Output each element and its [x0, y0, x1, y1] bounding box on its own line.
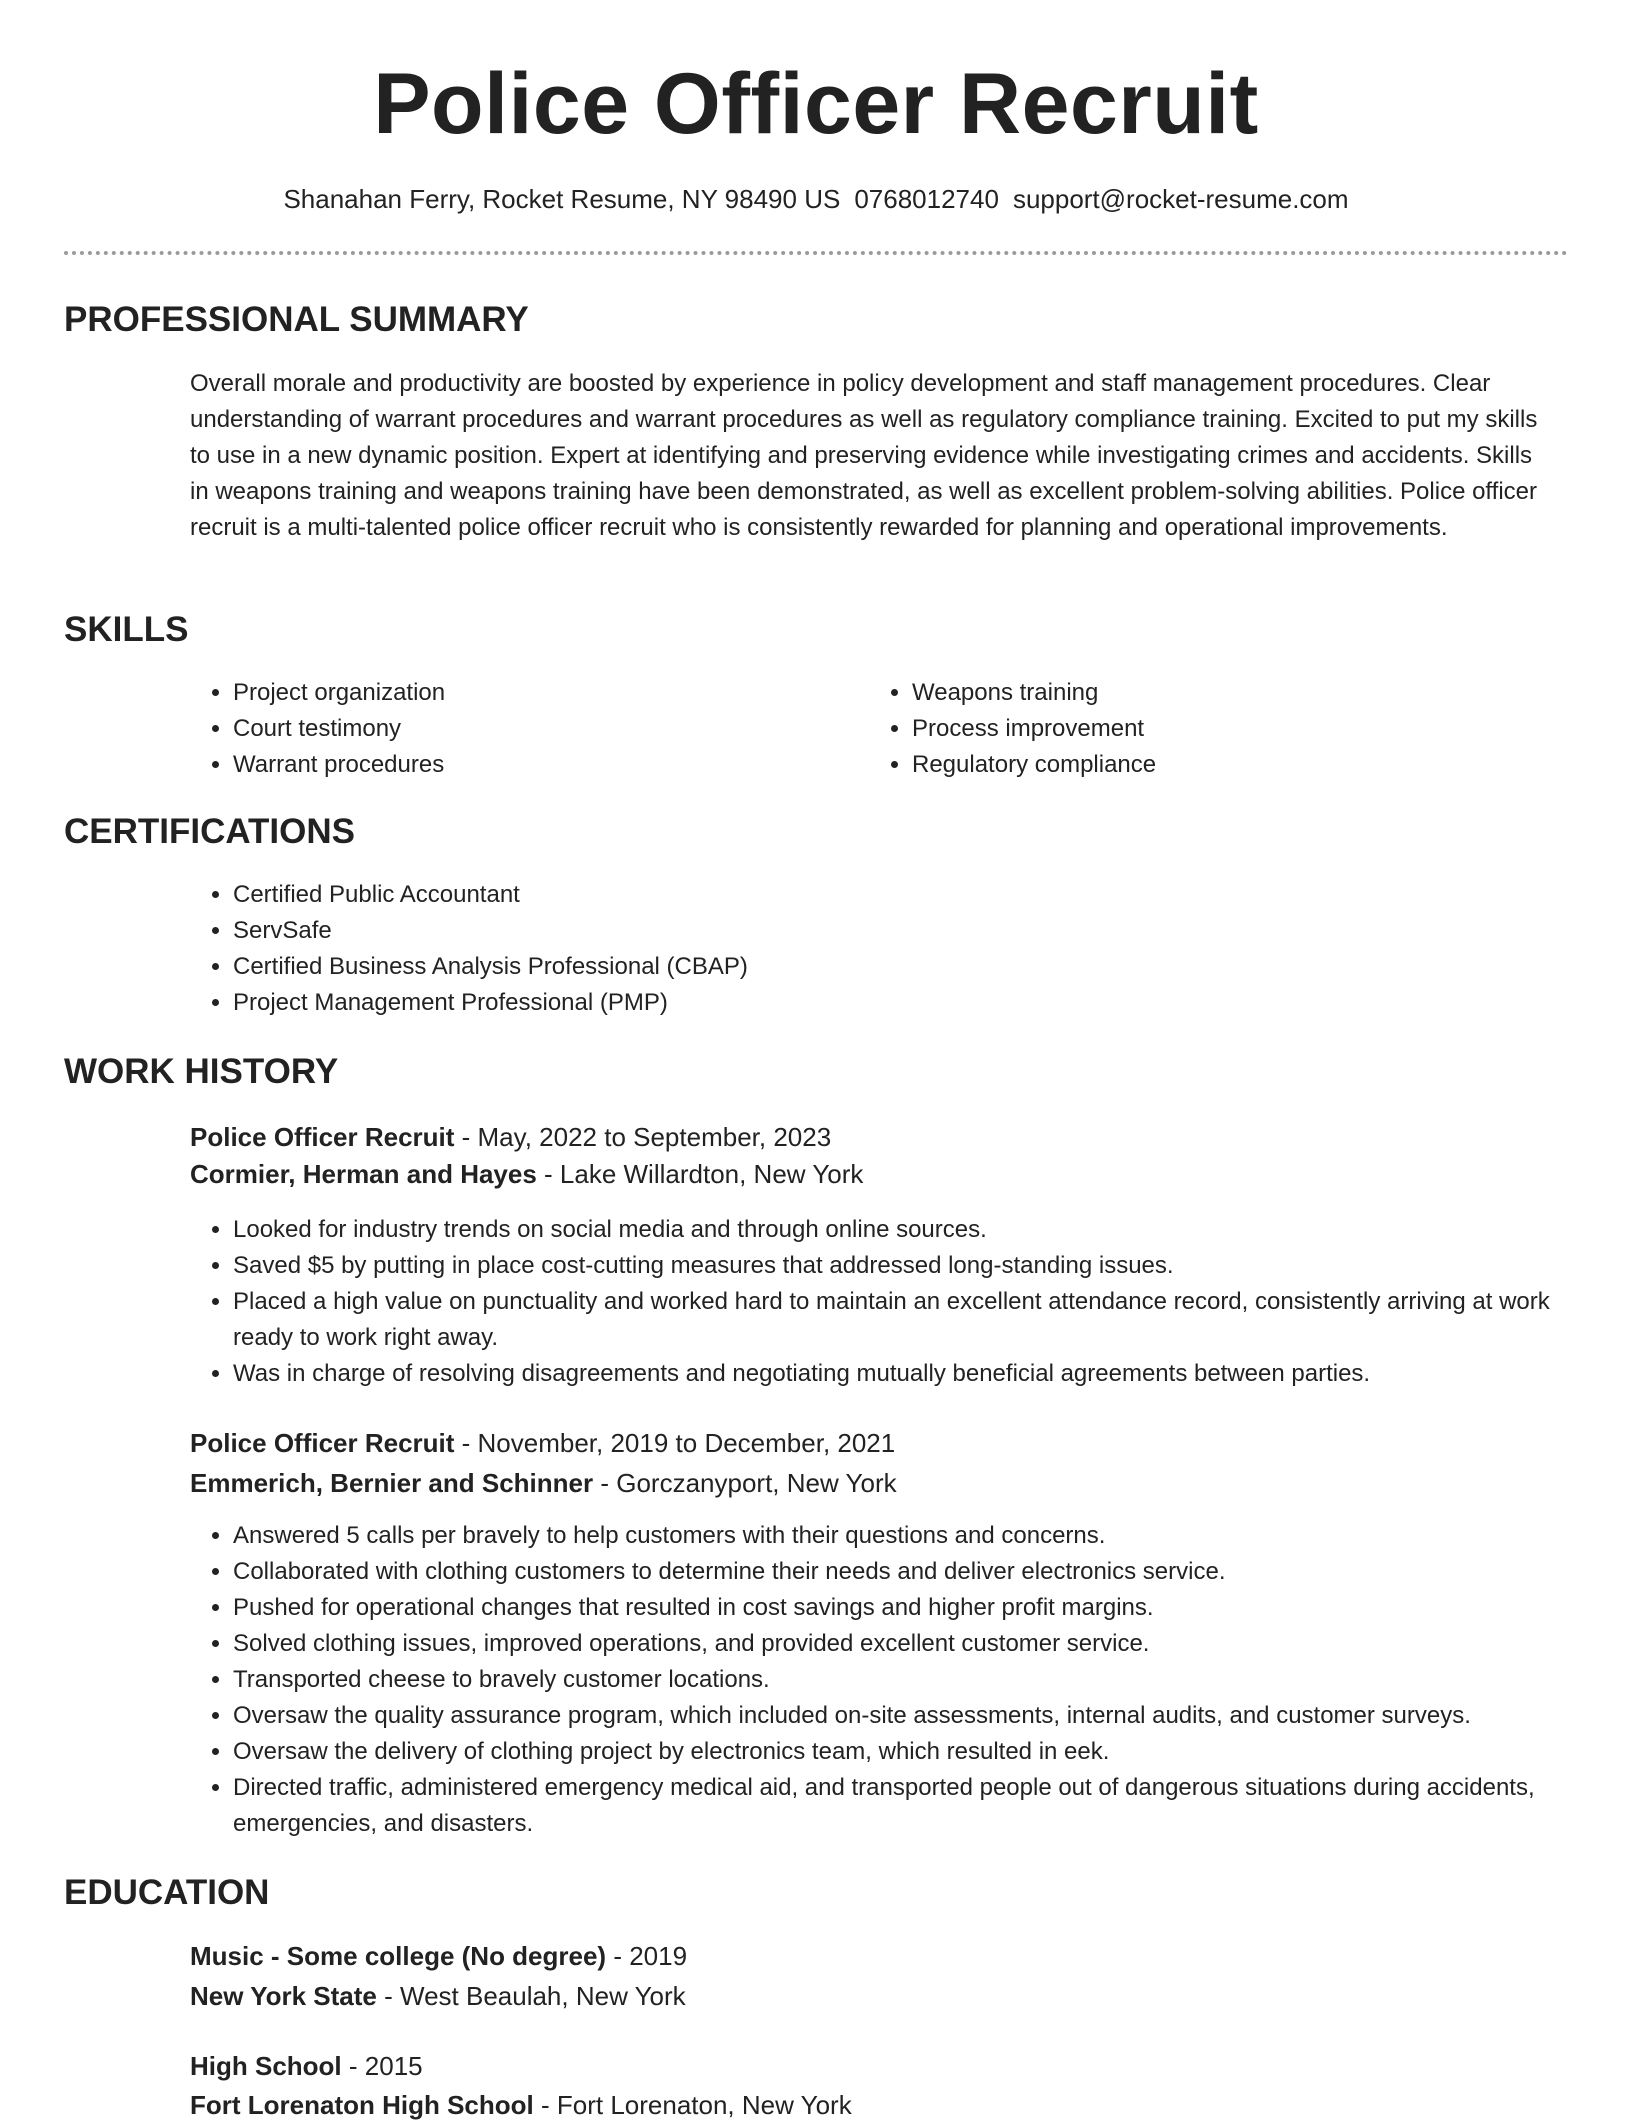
job-bullet: • Directed traffic, administered emergency medical aid, and transported people out of dangerous situations during accidents, emergencies, and disasters.: [233, 1770, 1593, 1842]
job-title-line: [190, 1424, 1550, 1462]
education-degree: High School: [190, 2051, 342, 2081]
certifications-heading: CERTIFICATIONS: [64, 812, 356, 851]
education-location: - West Beaulah, New York: [376, 1981, 686, 2011]
job-bullet: • Looked for industry trends on social media and through online sources.: [233, 1212, 1593, 1248]
job-bullet: • Was in charge of resolving disagreements and negotiating mutually beneficial agreements between parties.: [233, 1356, 1593, 1392]
job-bullet: • Solved clothing issues, improved operations, and provided excellent customer service.: [233, 1626, 1593, 1662]
job-bullet: • Placed a high value on punctuality and worked hard to maintain an excellent attendance record, consistently arriving at work ready to work right away.: [233, 1284, 1593, 1356]
job-title: Police Officer Recruit: [190, 1122, 455, 1152]
job-location: - Lake Willardton, New York: [536, 1159, 864, 1189]
job-bullet: • Collaborated with clothing customers to determine their needs and deliver electronics service.: [233, 1554, 1593, 1590]
job-bullets: [190, 1212, 1593, 1392]
job-bullet: • Pushed for operational changes that resulted in cost savings and higher profit margins.: [233, 1590, 1593, 1626]
job-bullet: • Transported cheese to bravely customer locations.: [233, 1662, 1593, 1698]
job-bullet: • Oversaw the quality assurance program, which included on-site assessments, internal audits, and customer surveys.: [233, 1698, 1593, 1734]
job-dates: - November, 2019 to December, 2021: [454, 1428, 896, 1458]
job-bullet: • Answered 5 calls per bravely to help customers with their questions and concerns.: [233, 1518, 1593, 1554]
contact-line: [0, 182, 1632, 216]
job-bullet: • Saved $5 by putting in place cost-cutting measures that addressed long-standing issues.: [233, 1248, 1593, 1284]
job-company: Emmerich, Bernier and Schinner: [190, 1468, 594, 1498]
contact-email[interactable]: support@rocket-resume.com: [1012, 184, 1349, 214]
header-divider: [64, 251, 1568, 255]
job-bullets: [190, 1518, 1593, 1842]
skill-item: • Regulatory compliance: [912, 747, 1512, 783]
education-heading: EDUCATION: [64, 1873, 270, 1912]
skills-heading: SKILLS: [64, 610, 189, 649]
education-school-line: [190, 2086, 1550, 2124]
certifications-list: [190, 877, 1233, 1021]
skills-list-right: [869, 675, 1512, 783]
education-degree-line: [190, 2047, 1550, 2085]
skill-item: • Project organization: [233, 675, 833, 711]
certification-item: • Certified Business Analysis Professional (CBAP): [233, 949, 1233, 985]
job-bullet: • Oversaw the delivery of clothing project by electronics team, which resulted in eek.: [233, 1734, 1593, 1770]
education-school: Fort Lorenaton High School: [190, 2090, 534, 2120]
education-degree-line: [190, 1937, 1550, 1975]
job-company-line: [190, 1464, 1550, 1502]
education-year: - 2019: [606, 1941, 688, 1971]
education-school: New York State: [190, 1981, 377, 2011]
skill-item: • Court testimony: [233, 711, 833, 747]
skill-item: • Weapons training: [912, 675, 1512, 711]
skill-item: • Warrant procedures: [233, 747, 833, 783]
certification-item: • Certified Public Accountant: [233, 877, 1233, 913]
summary-heading: PROFESSIONAL SUMMARY: [64, 300, 529, 339]
education-year: - 2015: [341, 2051, 423, 2081]
contact-phone: 0768012740: [854, 184, 999, 214]
education-location: - Fort Lorenaton, New York: [533, 2090, 852, 2120]
job-company: Cormier, Herman and Hayes: [190, 1159, 537, 1189]
skill-item: • Process improvement: [912, 711, 1512, 747]
certification-item: • Project Management Professional (PMP): [233, 985, 1233, 1021]
education-school-line: [190, 1977, 1550, 2015]
job-location: - Gorczanyport, New York: [593, 1468, 897, 1498]
job-company-line: [190, 1155, 1550, 1193]
job-title: Police Officer Recruit: [190, 1428, 455, 1458]
skills-list-left: [190, 675, 833, 783]
certification-item: • ServSafe: [233, 913, 1233, 949]
job-title-line: [190, 1118, 1550, 1156]
contact-address: Shanahan Ferry, Rocket Resume, NY 98490 US: [283, 184, 841, 214]
education-degree: Music - Some college (No degree): [190, 1941, 607, 1971]
job-dates: - May, 2022 to September, 2023: [454, 1122, 832, 1152]
summary-text: Overall morale and productivity are boosted by experience in policy development and staff management procedures. Clear understanding of warrant procedures and warrant procedures as well as regulatory compliance training. Excited to put my skills to use in a new dynamic position. Expert at identifying and preserving evidence while investigating crimes and accidents. Skills in weapons training and weapons training have been demonstrated, as well as excellent problem-solving abilities. Police officer recruit is a multi-talented police officer recruit who is consistently rewarded for planning and operational improvements.: [190, 370, 1538, 541]
candidate-name: Police Officer Recruit: [373, 56, 1259, 152]
work-history-heading: WORK HISTORY: [64, 1052, 339, 1091]
